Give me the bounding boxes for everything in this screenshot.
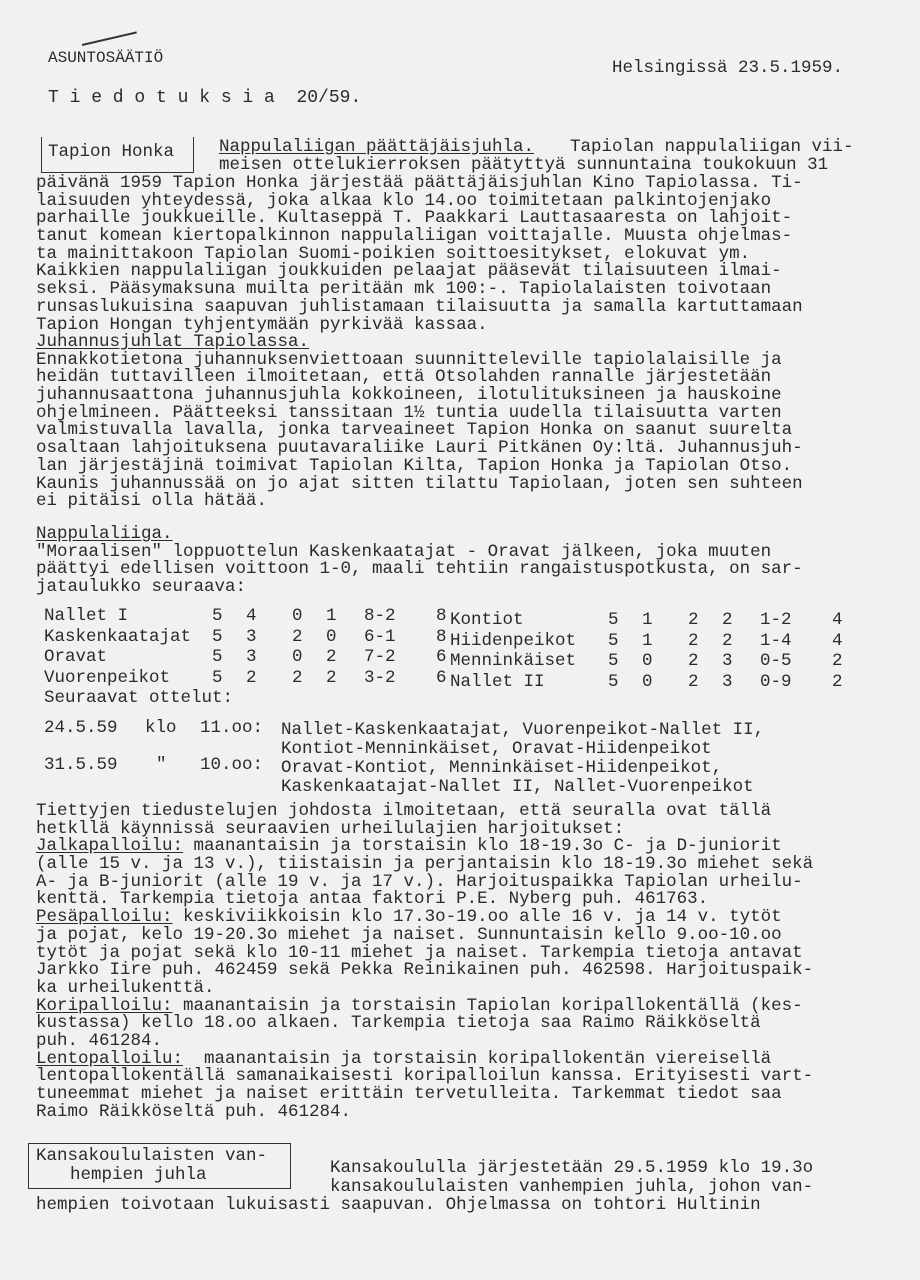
stat-cell: 7-2 (364, 647, 396, 667)
p2-body (36, 334, 886, 511)
p2-line: juhannusaattona juhannusjuhla kokkoineen, ilotulituksineen ja hauskoine (36, 385, 782, 406)
pesapallo-line: ka urheilukenttä. (36, 977, 215, 998)
stat-cell: 2 (292, 626, 303, 647)
stat-cell: 3 (722, 671, 733, 692)
stat-cell: 5 (608, 630, 619, 651)
heading-pesapalloilu: Pesäpalloilu: (36, 907, 173, 928)
stat-cell: 5 (212, 667, 223, 688)
bulletin-title: T i e d o t u k s i a 20/59. (48, 88, 362, 108)
heading-nappulaliiga: Nappulaliiga. (36, 524, 173, 544)
p3-line: päättyi edellisen voittoon 1-0, maali tehtiin rangaistuspotkusta, on sar- (36, 559, 803, 580)
p2-line: valmistuvalla lavalla, jonka tarveaineet Tapion Honka on saanut suurelta (36, 420, 793, 441)
logo-stroke (82, 31, 137, 45)
standings-row (44, 647, 466, 668)
p2-line: Kaunis juhannussää on jo ajat sitten tilattu Tapiolaan, joten sen suhteen (36, 473, 803, 494)
p2-line: osaltaan lahjoituksena puutavaraliike Lauri Pitkänen Oy:ltä. Juhannusjuh- (36, 438, 803, 459)
stat-cell: 5 (608, 671, 619, 692)
stat-cell: 0 (642, 671, 653, 692)
stat-cell: 2 (688, 610, 699, 630)
stat-cell: 6 (436, 667, 447, 688)
lentopallo-line: Raimo Räikköseltä puh. 461284. (36, 1101, 352, 1122)
stat-cell: 6 (436, 647, 447, 667)
round2-ditto: " (156, 755, 167, 775)
p2-line: ohjelmineen. Päätteeksi tanssitaan 1½ tuntia uudella tilaisuutta varten (36, 402, 782, 423)
p2-line: ei pitäisi olla hätää. (36, 491, 268, 512)
stat-cell: 2 (326, 647, 337, 667)
heading-koripalloilu: Koripalloilu: (36, 995, 173, 1016)
place-date: Helsingissä 23.5.1959. (612, 58, 844, 78)
stat-cell: 2 (832, 651, 843, 671)
section-label-line2: hempien juhla (70, 1165, 207, 1185)
pesapallo-line: ja pojat, kelo 19-20.3o miehet ja naiset. Sunnuntaisin kello 9.oo-10.oo (36, 924, 782, 945)
p5-line-3: hempien toivotaan lukuisasti saapuvan. Ohjelmassa on tohtori Hultinin (36, 1195, 761, 1215)
stat-cell: 0-5 (760, 651, 792, 671)
team-name-cell: Oravat (44, 647, 108, 667)
p1-body (36, 175, 886, 334)
p2-line: lan järjestäjinä toimivat Tapiolan Kilta, Tapion Honka ja Tapiolan Otso. (36, 455, 793, 476)
team-name-cell: Nallet I (44, 606, 129, 626)
p2-line: heidän tuttavilleen ilmoitetaan, että Otsolahden rannalle järjestetään (36, 367, 772, 388)
section-label-line1: Kansakoululaisten van- (36, 1146, 268, 1166)
round1-time: 11.oo: (200, 718, 264, 738)
p1-line: parhaille joukkueille. Kultaseppä T. Paakkari Lauttasaaresta on lahjoit- (36, 208, 793, 229)
stat-cell: 5 (608, 610, 619, 630)
stat-cell: 2 (326, 667, 337, 688)
stat-cell: 8 (436, 626, 447, 647)
standings-table-left (44, 606, 466, 688)
p1-line: Kaikkien nappulaliigan joukkuiden pelaajat pääsevät tilaisuuteen ilmai- (36, 261, 782, 282)
round2-line2: Kaskenkaatajat-Nallet II, Nallet-Vuorenpeikot (281, 777, 754, 797)
stat-cell: 4 (246, 606, 257, 626)
round1-line2: Kontiot-Menninkäiset, Oravat-Hiidenpeikot (281, 739, 712, 759)
stat-cell: 2 (832, 671, 843, 692)
stat-cell: 5 (608, 651, 619, 671)
team-name-cell: Vuorenpeikot (44, 667, 171, 688)
heading-juhannusjuhlat: Juhannusjuhlat Tapiolassa. (36, 332, 310, 352)
heading-nappulaliigan-paattajaisjuhla: Nappulaliigan päättäjäisjuhla. (219, 137, 535, 157)
koripallo-line: puh. 461284. (36, 1030, 163, 1051)
p5-line-2: kansakoululaisten vanhempien juhla, johon van- (330, 1177, 814, 1197)
stat-cell: 1-4 (760, 630, 792, 651)
standings-table-right (450, 610, 862, 692)
stat-cell: 1 (642, 630, 653, 651)
heading-lentopalloilu: Lentopalloilu: (36, 1048, 184, 1069)
p1-line-1: meisen ottelukierroksen päätyttyä sunnuntaina toukokuun 31 (219, 155, 829, 175)
stat-cell: 2 (722, 630, 733, 651)
jalkapallo-line: kenttä. Tarkempia tietoja antaa faktori P.E. Nyberg puh. 461763. (36, 889, 709, 910)
heading-jalkapalloilu: Jalkapalloilu: (36, 836, 184, 857)
p4-line: Tiettyjen tiedustelujen johdosta ilmoitetaan, että seuralla ovat tällä (36, 801, 772, 821)
p3-line: jataulukko seuraava: (36, 577, 247, 598)
p1-line: päivänä 1959 Tapion Honka järjestää päättäjäisjuhlan Kino Tapiolassa. Ti- (36, 173, 803, 193)
standings-row (44, 627, 466, 648)
round2-time: 10.oo: (200, 755, 264, 775)
p1-line: runsaslukuisina saapuvan juhlistamaan tilaisuutta ja samalla kartuttamaan (36, 296, 803, 317)
round1-line1: Nallet-Kaskenkaatajat, Vuorenpeikot-Nallet II, (281, 720, 765, 740)
p1-line: ta mainittakoon Tapiolan Suomi-poikien soittoesitykset, elokuvat ym. (36, 243, 751, 264)
next-matches-heading: Seuraavat ottelut: (44, 688, 234, 708)
stat-cell: 8-2 (364, 606, 396, 626)
stat-cell: 5 (212, 626, 223, 647)
team-name-cell: Menninkäiset (450, 651, 577, 671)
stat-cell: 2 (722, 610, 733, 630)
pesapallo-line: tytöt ja pojat sekä klo 10-11 miehet ja naiset. Tarkempia tietoja antavat (36, 942, 803, 963)
standings-row (44, 606, 466, 627)
stat-cell: 2 (688, 630, 699, 651)
stat-cell: 8 (436, 606, 447, 626)
jalkapallo-line: (alle 15 v. ja 13 v.), tiistaisin ja perjantaisin klo 18-19.3o miehet sekä (36, 854, 814, 875)
stat-cell: 0 (326, 626, 337, 647)
jalkapallo-text: maanantaisin ja torstaisin klo 18-19.3o C- ja D-juniorit (183, 836, 782, 857)
p1-line: Tapion Hongan tyhjentymään pyrkivää kassaa. (36, 314, 488, 335)
round1-date: 24.5.59 (44, 718, 118, 738)
round2-date: 31.5.59 (44, 755, 118, 775)
stat-cell: 0 (642, 651, 653, 671)
stat-cell: 1 (642, 610, 653, 630)
standings-row (44, 668, 466, 689)
stat-cell: 1-2 (760, 610, 792, 630)
standings-row (450, 631, 862, 652)
stat-cell: 4 (832, 610, 843, 630)
standings-row (450, 651, 862, 672)
stat-cell: 2 (688, 651, 699, 671)
p1-line: laisuuden yhteydessä, joka alkaa klo 14.oo toimitetaan palkintojenjako (36, 190, 772, 211)
round1-klo: klo (145, 718, 177, 738)
p2-line: Ennakkotietona juhannuksenviettoaan suunnitteleville tapiolalaisille ja (36, 349, 782, 370)
stat-cell: 3 (722, 651, 733, 671)
p4-body (36, 803, 886, 1121)
stat-cell: 3 (246, 626, 257, 647)
p1-line: seksi. Pääsymaksuna muilta peritään mk 100:-. Tapiolalaisten toivotaan (36, 279, 772, 300)
section-label-tapion-honka: Tapion Honka (48, 142, 175, 162)
p1-line-0: Tapiolan nappulaliigan vii- (570, 137, 854, 157)
lentopallo-line: tuneemmat miehet ja naiset erittäin tervetulleita. Tarkemmat tiedot saa (36, 1084, 782, 1104)
pesapallo-text: keskiviikkoisin klo 17.3o-19.oo alle 16 v. ja 14 v. tytöt (172, 907, 782, 928)
p4-line: hetkllä käynnissä seuraavien urheilulajien harjoitukset: (36, 818, 625, 839)
jalkapallo-line: A- ja B-juniorit (alle 19 v. ja 17 v.). Harjoituspaikka Tapiolan urheilu- (36, 871, 803, 892)
koripallo-text: maanantaisin ja torstaisin Tapiolan koripallokentällä (kes- (172, 995, 803, 1016)
stat-cell: 6-1 (364, 626, 396, 647)
stat-cell: 5 (212, 647, 223, 667)
stat-cell: 0-9 (760, 671, 792, 692)
stat-cell: 2 (246, 667, 257, 688)
stat-cell: 1 (326, 606, 337, 626)
p3-body (36, 526, 886, 597)
p3-line: "Moraalisen" loppuottelun Kaskenkaatajat - Oravat jälkeen, joka muuten (36, 541, 772, 562)
round2-line1: Oravat-Kontiot, Menninkäiset-Hiidenpeikot, (281, 758, 723, 778)
stat-cell: 2 (688, 671, 699, 692)
pesapallo-line: Jarkko Iire puh. 462459 sekä Pekka Reinikainen puh. 462598. Harjoituspaik- (36, 960, 814, 981)
standings-row (450, 610, 862, 631)
team-name-cell: Kontiot (450, 610, 524, 630)
standings-row (450, 672, 862, 693)
stat-cell: 5 (212, 606, 223, 626)
stat-cell: 0 (292, 647, 303, 667)
team-name-cell: Hiidenpeikot (450, 630, 577, 651)
stat-cell: 3-2 (364, 667, 396, 688)
koripallo-line: kustassa) kello 18.oo alkaen. Tarkempia tietoja saa Raimo Räikköseltä (36, 1013, 761, 1034)
p1-line: tanut komean kiertopalkinnon nappulaliigan voittajalle. Muusta ohjelmas- (36, 226, 793, 247)
stat-cell: 4 (832, 630, 843, 651)
lentopallo-text: maanantaisin ja torstaisin koripallokentän viereisellä (183, 1048, 772, 1069)
team-name-cell: Kaskenkaatajat (44, 626, 192, 647)
p5-line-1: Kansakoululla järjestetään 29.5.1959 klo 19.3o (330, 1158, 814, 1178)
stat-cell: 2 (292, 667, 303, 688)
stat-cell: 3 (246, 647, 257, 667)
org-name: ASUNTOSÄÄTIÖ (48, 49, 164, 67)
lentopallo-line: lentopallokentällä samanaikaisesti koripalloilun kanssa. Erityisesti vart- (36, 1066, 814, 1087)
stat-cell: 0 (292, 606, 303, 626)
team-name-cell: Nallet II (450, 671, 545, 692)
